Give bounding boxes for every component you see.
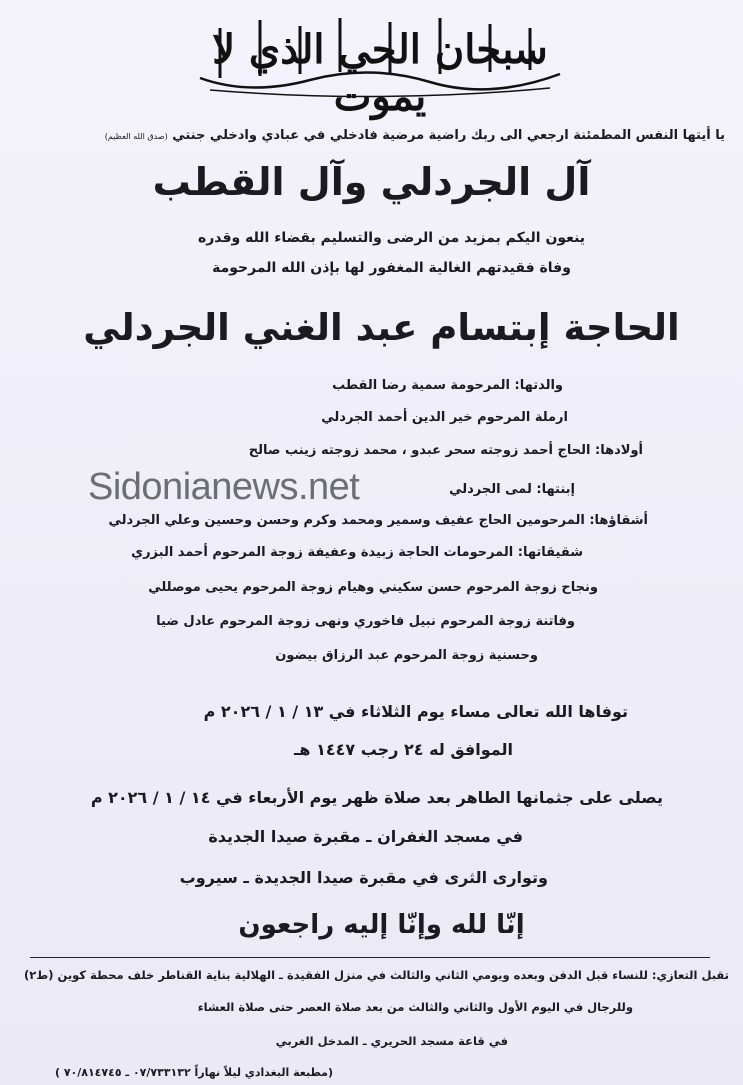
condolences-line-2: وللرجال في اليوم الأول والثاني والثالث من بعد صلاة العصر حتى صلاة العشاء bbox=[197, 1000, 633, 1014]
watermark: Sidonianews.net bbox=[88, 466, 360, 508]
relative-line: وفاتنة زوجة المرحوم نبيل فاخوري ونهى زوجة المرحوم عادل ضيا bbox=[156, 614, 575, 629]
printer-note: (مطبعة البغدادي ليلاً نهاراً ٠٧/٧٣٣١٣٢ ـ ٧٠/٨١٤٧٤٥ ) bbox=[54, 1066, 333, 1079]
divider bbox=[30, 957, 710, 958]
relative-line: والدتها: المرحومة سمية رضا القطب bbox=[332, 378, 563, 393]
quran-verse: يا أيتها النفس المطمئنة ارجعي الى ربك راضية مرضية فادخلي في عبادي وادخلي جنتي bbox=[172, 128, 725, 143]
relative-line: إبنتها: لمى الجردلي bbox=[449, 482, 575, 497]
death-line-1: توفاها الله تعالى مساء يوم الثلاثاء في ١٣ / ١ / ٢٠٢٦ م bbox=[203, 702, 628, 721]
calligraphy-text: سبحان الحي الذي لا يموت bbox=[212, 26, 548, 120]
funeral-line-1: يصلى على جثمانها الطاهر بعد صلاة ظهر يوم الأربعاء في ١٤ / ١ / ٢٠٢٦ م bbox=[90, 788, 663, 807]
quran-verse-line bbox=[105, 128, 725, 143]
death-line-2: الموافق له ٢٤ رجب ١٤٤٧ هـ bbox=[293, 740, 513, 759]
relative-line: أشقاؤها: المرحومين الحاج عفيف وسمير ومحمد وكرم وحسن وحسين وعلي الجردلي bbox=[108, 513, 648, 528]
relative-line: ونجاح زوجة المرحوم حسن سكيني وهيام زوجة المرحوم يحيى موصللي bbox=[148, 580, 598, 595]
relative-line: ارملة المرحوم خير الدين أحمد الجردلي bbox=[321, 410, 568, 425]
announce-line-2: وفاة فقيدتهم الغالية المغفور لها بإذن الله المرحومة bbox=[212, 260, 571, 276]
families-title: آل الجردلي وآل القطب bbox=[152, 160, 591, 204]
closing-verse: إنّا لله وإنّا إليه راجعون bbox=[238, 910, 525, 940]
announce-line-1: ينعون اليكم بمزيد من الرضى والتسليم بقضاء الله وقدره bbox=[197, 230, 586, 246]
condolences-line-1: تقبل التعازي: للنساء قبل الدفن وبعده ويومي الثاني والثالث في منزل الفقيدة ـ الهلالية بناية القناطر خلف محطة كوين (ط٢) bbox=[23, 968, 729, 982]
quran-source: (صدق الله العظيم) bbox=[104, 132, 168, 141]
calligraphy-header bbox=[190, 8, 570, 120]
funeral-line-2: في مسجد الغفران ـ مقبرة صيدا الجديدة bbox=[208, 827, 523, 846]
deceased-name: الحاجة إبتسام عبد الغني الجردلي bbox=[83, 306, 680, 349]
relative-line: وحسنية زوجة المرحوم عبد الرزاق بيضون bbox=[275, 648, 538, 663]
relative-line: أولادها: الحاج أحمد زوجته سحر عبدو ، محمد زوجته زينب صالح bbox=[248, 443, 643, 458]
condolences-line-3: في قاعة مسجد الحريري ـ المدخل الغربي bbox=[275, 1034, 508, 1048]
relative-line: شقيقاتها: المرحومات الحاجة زبيدة وعفيفة زوجة المرحوم أحمد البزري bbox=[131, 545, 583, 560]
funeral-line-3: وتوارى الثرى في مقبرة صيدا الجديدة ـ سيروب bbox=[179, 868, 548, 887]
